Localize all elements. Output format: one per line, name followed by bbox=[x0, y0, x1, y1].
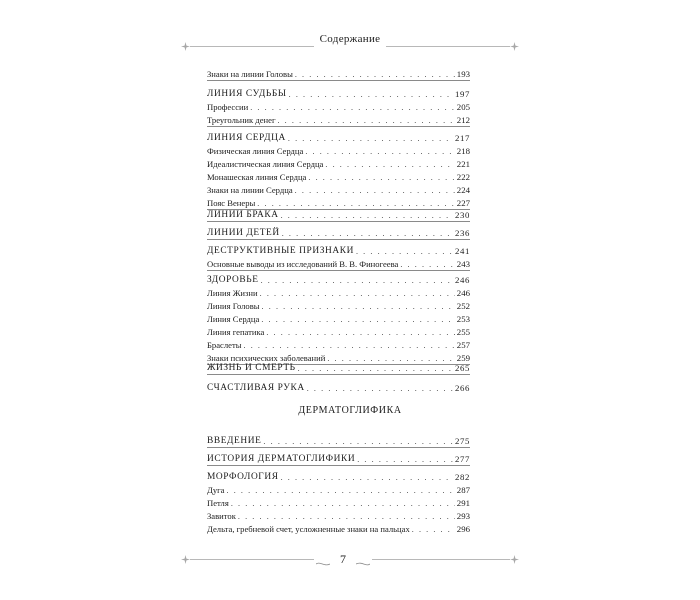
heading-underline bbox=[207, 239, 470, 240]
toc-label: ЛИНИИ ДЕТЕЙ bbox=[207, 228, 280, 238]
leader-dots bbox=[307, 384, 453, 393]
toc-entry bbox=[207, 155, 470, 169]
toc-page-number: 222 bbox=[456, 172, 470, 182]
heading-underline bbox=[207, 374, 470, 375]
heading-underline bbox=[207, 447, 470, 448]
toc-entry bbox=[207, 111, 470, 125]
toc-heading bbox=[207, 206, 470, 220]
toc-heading bbox=[207, 359, 470, 373]
toc-page-number: 236 bbox=[455, 228, 470, 238]
toc-entry bbox=[207, 323, 470, 337]
toc-label: ЛИНИЯ СУДЬБЫ bbox=[207, 89, 287, 99]
toc-entry bbox=[207, 297, 470, 311]
toc-page-number: 265 bbox=[455, 363, 470, 373]
toc-entry bbox=[207, 98, 470, 112]
toc-label: Линия Головы bbox=[207, 301, 260, 311]
toc-label: Треугольник денег bbox=[207, 115, 276, 125]
footer-rule-left bbox=[190, 559, 314, 560]
toc-page-number: 218 bbox=[456, 146, 470, 156]
toc-label: МОРФОЛОГИЯ bbox=[207, 472, 279, 482]
diamond-ornament-icon bbox=[181, 42, 190, 51]
toc-entry bbox=[207, 507, 470, 521]
toc-entry bbox=[207, 255, 470, 269]
toc-label: Дельта, гребневой счет, усложненные знаки на пальцах bbox=[207, 524, 410, 534]
toc-entry bbox=[207, 65, 470, 79]
toc-page-number: 197 bbox=[455, 89, 470, 99]
flourish-left-icon bbox=[316, 555, 330, 563]
toc-label: Линия Жизни bbox=[207, 288, 258, 298]
toc-page-number: 275 bbox=[455, 436, 470, 446]
heading-underline bbox=[207, 80, 470, 81]
toc-heading bbox=[207, 85, 470, 99]
toc-label: Идеалистическая линия Сердца bbox=[207, 159, 324, 169]
toc-page-number: 296 bbox=[456, 524, 470, 534]
toc-heading bbox=[207, 450, 470, 464]
toc-label: Браслеты bbox=[207, 340, 242, 350]
toc-page-number: 252 bbox=[456, 301, 470, 311]
toc-label: Дуга bbox=[207, 485, 225, 495]
diamond-ornament-icon bbox=[510, 42, 519, 51]
toc-label: Линия гепатика bbox=[207, 327, 265, 337]
toc-label: Профессии bbox=[207, 102, 249, 112]
toc-page-number: 246 bbox=[455, 275, 470, 285]
page-number: 7 bbox=[330, 550, 356, 568]
toc-label: СЧАСТЛИВАЯ РУКА bbox=[207, 383, 305, 393]
footer-rule-right bbox=[372, 559, 510, 560]
leader-dots bbox=[281, 211, 453, 220]
toc-label: ДЕСТРУКТИВНЫЕ ПРИЗНАКИ bbox=[207, 246, 354, 256]
toc-entry bbox=[207, 284, 470, 298]
heading-underline bbox=[207, 126, 470, 127]
toc-label: Основные выводы из исследований В. В. Финогеева bbox=[207, 259, 399, 269]
toc-page-number: 243 bbox=[456, 259, 470, 269]
toc-label: Пояс Венеры bbox=[207, 198, 256, 208]
toc-label: ИСТОРИЯ ДЕРМАТОГЛИФИКИ bbox=[207, 454, 356, 464]
section-title: ДЕРМАТОГЛИФИКА bbox=[298, 405, 402, 416]
toc-label: Знаки психических заболеваний bbox=[207, 353, 326, 363]
toc-label: Линия Сердца bbox=[207, 314, 260, 324]
toc-entry bbox=[207, 310, 470, 324]
leader-dots bbox=[277, 116, 454, 125]
toc-page-number: 291 bbox=[456, 498, 470, 508]
leader-dots bbox=[298, 364, 453, 373]
toc-heading bbox=[207, 271, 470, 285]
toc-entry bbox=[207, 168, 470, 182]
header-rule-right bbox=[386, 46, 510, 47]
toc-label: Завиток bbox=[207, 511, 236, 521]
toc-page-number: 241 bbox=[455, 246, 470, 256]
toc-heading bbox=[207, 129, 470, 143]
toc-page-number: 282 bbox=[455, 472, 470, 482]
toc-heading bbox=[207, 224, 470, 238]
toc-entry bbox=[207, 520, 470, 534]
toc-page-number: 224 bbox=[456, 185, 470, 195]
leader-dots bbox=[400, 260, 454, 269]
toc-label: Монашеская линия Сердца bbox=[207, 172, 307, 182]
diamond-ornament-icon bbox=[510, 555, 519, 564]
toc-page-number: 255 bbox=[456, 327, 470, 337]
toc-label: Физическая линия Сердца bbox=[207, 146, 304, 156]
heading-underline bbox=[207, 221, 470, 222]
toc-entry bbox=[207, 336, 470, 350]
toc-page-number: 221 bbox=[456, 159, 470, 169]
toc-page-number: 212 bbox=[456, 115, 470, 125]
toc-entry bbox=[207, 494, 470, 508]
toc-label: ВВЕДЕНИЕ bbox=[207, 436, 262, 446]
toc-label: Петля bbox=[207, 498, 229, 508]
toc-page-number: 277 bbox=[455, 454, 470, 464]
toc-page-number: 230 bbox=[455, 210, 470, 220]
toc-page-number: 287 bbox=[456, 485, 470, 495]
leader-dots bbox=[282, 229, 453, 238]
toc-entry bbox=[207, 142, 470, 156]
toc-page-number: 217 bbox=[455, 133, 470, 143]
toc-page-number: 193 bbox=[456, 69, 470, 79]
leader-dots bbox=[295, 70, 455, 79]
toc-heading bbox=[207, 379, 470, 393]
toc-heading bbox=[207, 468, 470, 482]
toc-label: ЛИНИЯ СЕРДЦА bbox=[207, 133, 286, 143]
diamond-ornament-icon bbox=[181, 555, 190, 564]
page-header-title: Содержание bbox=[319, 33, 381, 45]
toc-label: ЗДОРОВЬЕ bbox=[207, 275, 259, 285]
toc-entry bbox=[207, 481, 470, 495]
toc-page-number: 253 bbox=[456, 314, 470, 324]
toc-page-number: 227 bbox=[456, 198, 470, 208]
toc-label: ЖИЗНЬ И СМЕРТЬ bbox=[207, 363, 296, 373]
toc-entry bbox=[207, 181, 470, 195]
toc-label: Знаки на линии Головы bbox=[207, 69, 293, 79]
toc-page-number: 205 bbox=[456, 102, 470, 112]
toc-page-number: 259 bbox=[456, 353, 470, 363]
toc-label: ЛИНИИ БРАКА bbox=[207, 210, 279, 220]
heading-underline bbox=[207, 465, 470, 466]
toc-label: Знаки на линии Сердца bbox=[207, 185, 293, 195]
flourish-right-icon bbox=[356, 555, 370, 563]
toc-page-number: 257 bbox=[456, 340, 470, 350]
toc-heading bbox=[207, 432, 470, 446]
header-rule-left bbox=[190, 46, 314, 47]
leader-dots bbox=[357, 455, 453, 464]
toc-page-number: 266 bbox=[455, 383, 470, 393]
leader-dots bbox=[263, 437, 453, 446]
toc-page-number: 293 bbox=[456, 511, 470, 521]
leader-dots bbox=[412, 525, 455, 534]
toc-heading bbox=[207, 242, 470, 256]
toc-page-number: 246 bbox=[456, 288, 470, 298]
